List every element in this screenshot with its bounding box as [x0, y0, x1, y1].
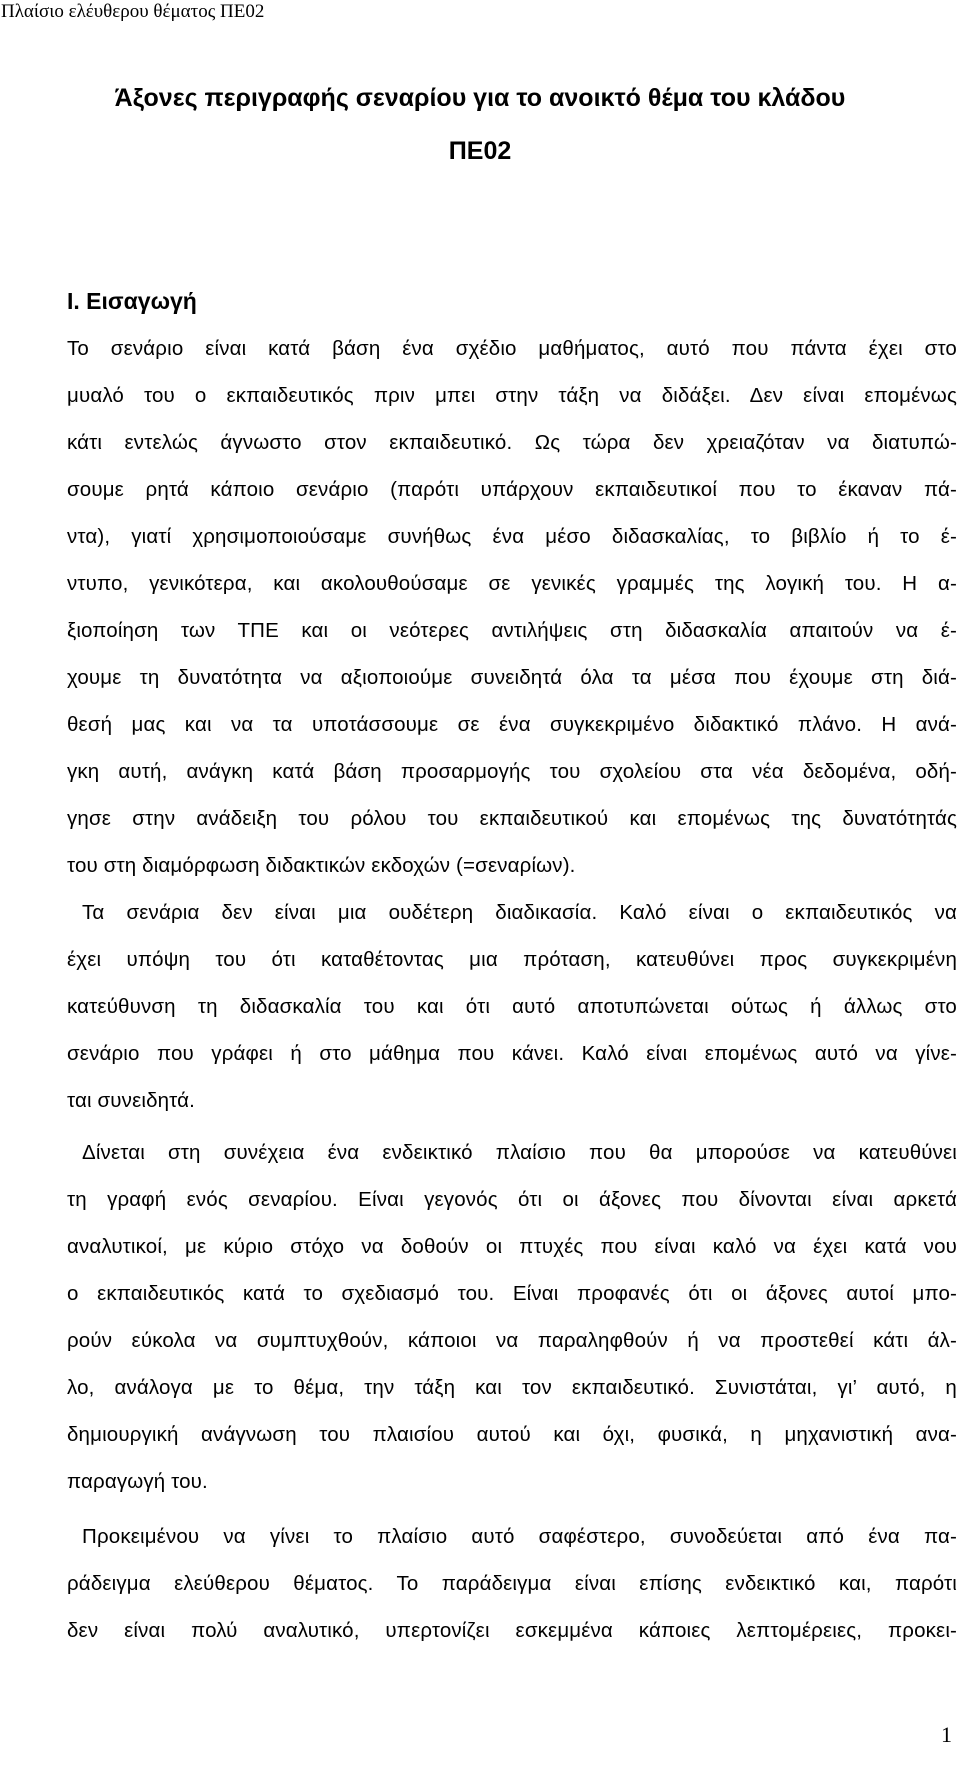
text-line: λο, ανάλογα με το θέμα, την τάξη και τον εκπαιδευτικό. Συνιστάται, γι’ αυτό, η: [67, 1376, 957, 1399]
text-line: Προκειμένου να γίνει το πλαίσιο αυτό σαφέστερο, συνοδεύεται από ένα πα-: [82, 1525, 957, 1548]
text-line: ξιοποίηση των ΤΠΕ και οι νεότερες αντιλήψεις στη διδασκαλία απαιτούν να έ-: [67, 619, 957, 642]
text-line: κάτι εντελώς άγνωστο στον εκπαιδευτικό. Ως τώρα δεν χρειαζόταν να διατυπώ-: [67, 431, 957, 454]
text-line: ρούν εύκολα να συμπτυχθούν, κάποιοι να παραληφθούν ή να προστεθεί κάτι άλ-: [67, 1329, 957, 1352]
text-line: Δίνεται στη συνέχεια ένα ενδεικτικό πλαίσιο που θα μπορούσε να κατευθύνει: [82, 1141, 957, 1164]
text-line: κατεύθυνση τη διδασκαλία του και ότι αυτό αποτυπώνεται ούτως ή άλλως στο: [67, 995, 957, 1018]
paragraph-4: [67, 1513, 957, 1654]
text-line: Τα σενάρια δεν είναι μια ουδέτερη διαδικασία. Καλό είναι ο εκπαιδευτικός να: [82, 901, 957, 924]
text-line: ντα), γιατί χρησιμοποιούσαμε συνήθως ένα μέσο διδασκαλίας, το βιβλίο ή το έ-: [67, 525, 957, 548]
document-title-line-1: Άξονες περιγραφής σεναρίου για το ανοικτό θέμα του κλάδου: [114, 84, 846, 112]
text-line: αναλυτικοί, με κύριο στόχο να δοθούν οι πτυχές που είναι καλό να έχει κατά νου: [67, 1235, 957, 1258]
text-line: παραγωγή του.: [67, 1470, 208, 1493]
text-line: δημιουργική ανάγνωση του πλαισίου αυτού και όχι, φυσικά, η μηχανιστική ανα-: [67, 1423, 957, 1446]
page-number: 1: [941, 1722, 952, 1747]
text-line: δεν είναι πολύ αναλυτικό, υπερτονίζει εσκεμμένα κάποιες λεπτομέρειες, προκει-: [67, 1619, 957, 1642]
paragraph-1: [67, 325, 957, 889]
paragraph-2: [67, 889, 957, 1124]
text-line: ται συνειδητά.: [67, 1089, 195, 1112]
paragraph-3: [67, 1129, 957, 1505]
text-line: χουμε τη δυνατότητα να αξιοποιούμε συνειδητά όλα τα μέσα που έχουμε στη διά-: [67, 666, 957, 689]
document-title-line-2: ΠΕ02: [448, 137, 512, 165]
text-line: ντυπο, γενικότερα, και ακολουθούσαμε σε γενικές γραμμές της λογική του. Η α-: [67, 572, 957, 595]
text-line: σενάριο που γράφει ή στο μάθημα που κάνει. Καλό είναι επομένως αυτό να γίνε-: [67, 1042, 957, 1065]
text-line: Το σενάριο είναι κατά βάση ένα σχέδιο μαθήματος, αυτό που πάντα έχει στο: [67, 337, 957, 360]
text-line: του στη διαμόρφωση διδακτικών εκδοχών (=σεναρίων).: [67, 854, 576, 877]
text-line: έχει υπόψη του ότι καταθέτοντας μια πρόταση, κατευθύνει προς συγκεκριμένη: [67, 948, 957, 971]
running-header: Πλαίσιο ελέυθερου θέματος ΠΕ02: [1, 1, 265, 22]
text-line: ο εκπαιδευτικός κατά το σχεδιασμό του. Είναι προφανές ότι οι άξονες αυτοί μπο-: [67, 1282, 957, 1305]
text-line: γκη αυτή, ανάγκη κατά βάση προσαρμογής του σχολείου στα νέα δεδομένα, οδή-: [67, 760, 957, 783]
text-line: γησε στην ανάδειξη του ρόλου του εκπαιδευτικού και επομένως της δυνατότητάς: [67, 807, 957, 830]
text-line: θεσή μας και να τα υποτάσσουμε σε ένα συγκεκριμένο διδακτικό πλάνο. Η ανά-: [67, 713, 957, 736]
text-line: μυαλό του ο εκπαιδευτικός πριν μπει στην τάξη να διδάξει. Δεν είναι επομένως: [67, 384, 957, 407]
text-line: ράδειγμα ελεύθερου θέματος. Το παράδειγμα είναι επίσης ενδεικτικό και, παρότι: [67, 1572, 957, 1595]
text-line: τη γραφή ενός σεναρίου. Είναι γεγονός ότι οι άξονες που δίνονται είναι αρκετά: [67, 1188, 957, 1211]
text-line: σουμε ρητά κάποιο σενάριο (παρότι υπάρχουν εκπαιδευτικοί που το έκαναν πά-: [67, 478, 957, 501]
section-heading: Ι. Εισαγωγή: [67, 288, 197, 314]
